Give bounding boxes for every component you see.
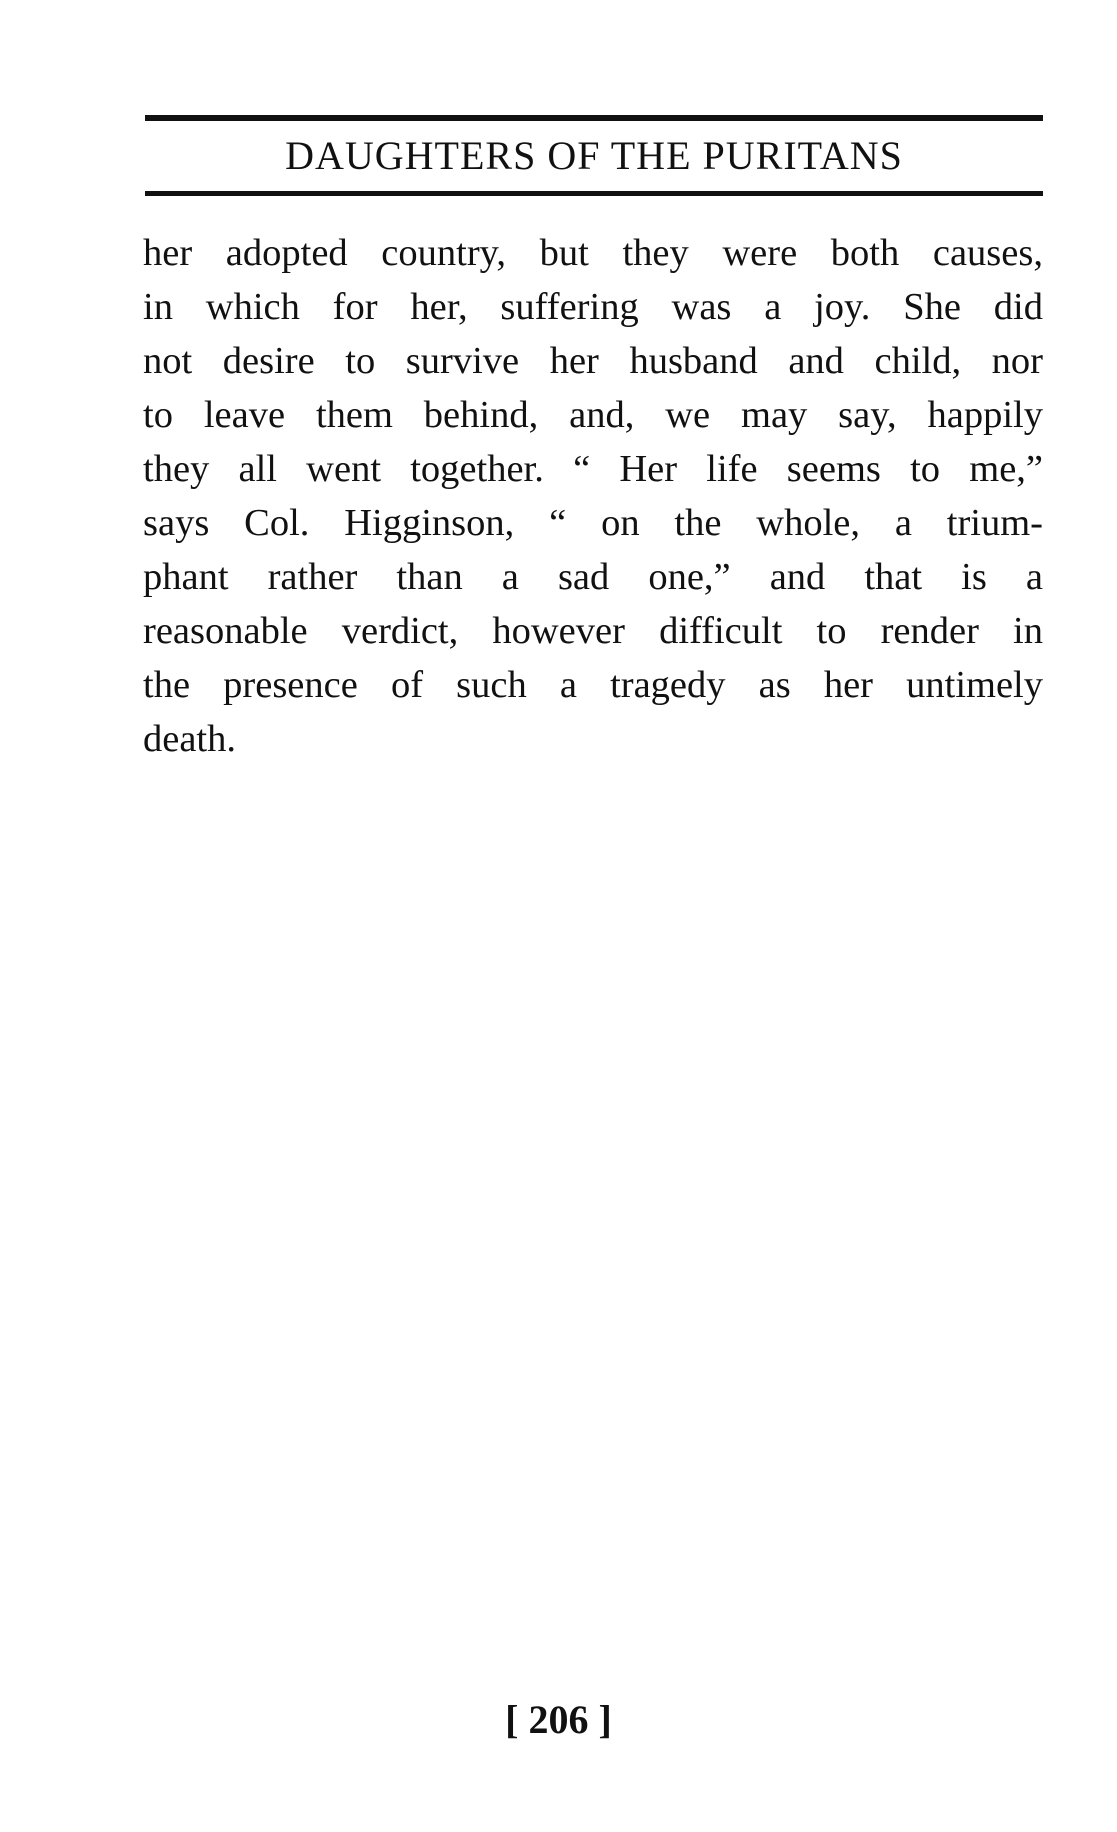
text-line: death. [143,718,236,760]
text-line: says Col. Higginson, “ on the whole, a trium- [143,502,1043,544]
text-line: they all went together. “ Her life seems to me,” [143,448,1043,490]
running-title: DAUGHTERS OF THE PURITANS [285,133,903,178]
text-line: reasonable verdict, however difficult to render in [143,610,1043,652]
text-line: to leave them behind, and, we may say, happily [143,394,1043,436]
text-line: the presence of such a tragedy as her untimely [143,664,1043,706]
body-paragraph [143,226,1043,766]
page-number: [ 206 ] [505,1697,612,1742]
header-rule-bottom [145,191,1043,196]
text-line: her adopted country, but they were both causes, [143,232,1043,274]
text-line: phant rather than a sad one,” and that is a [143,556,1043,598]
header-rule-top [145,115,1043,121]
text-line: not desire to survive her husband and child, nor [143,340,1043,382]
text-line: in which for her, suffering was a joy. She did [143,286,1043,328]
